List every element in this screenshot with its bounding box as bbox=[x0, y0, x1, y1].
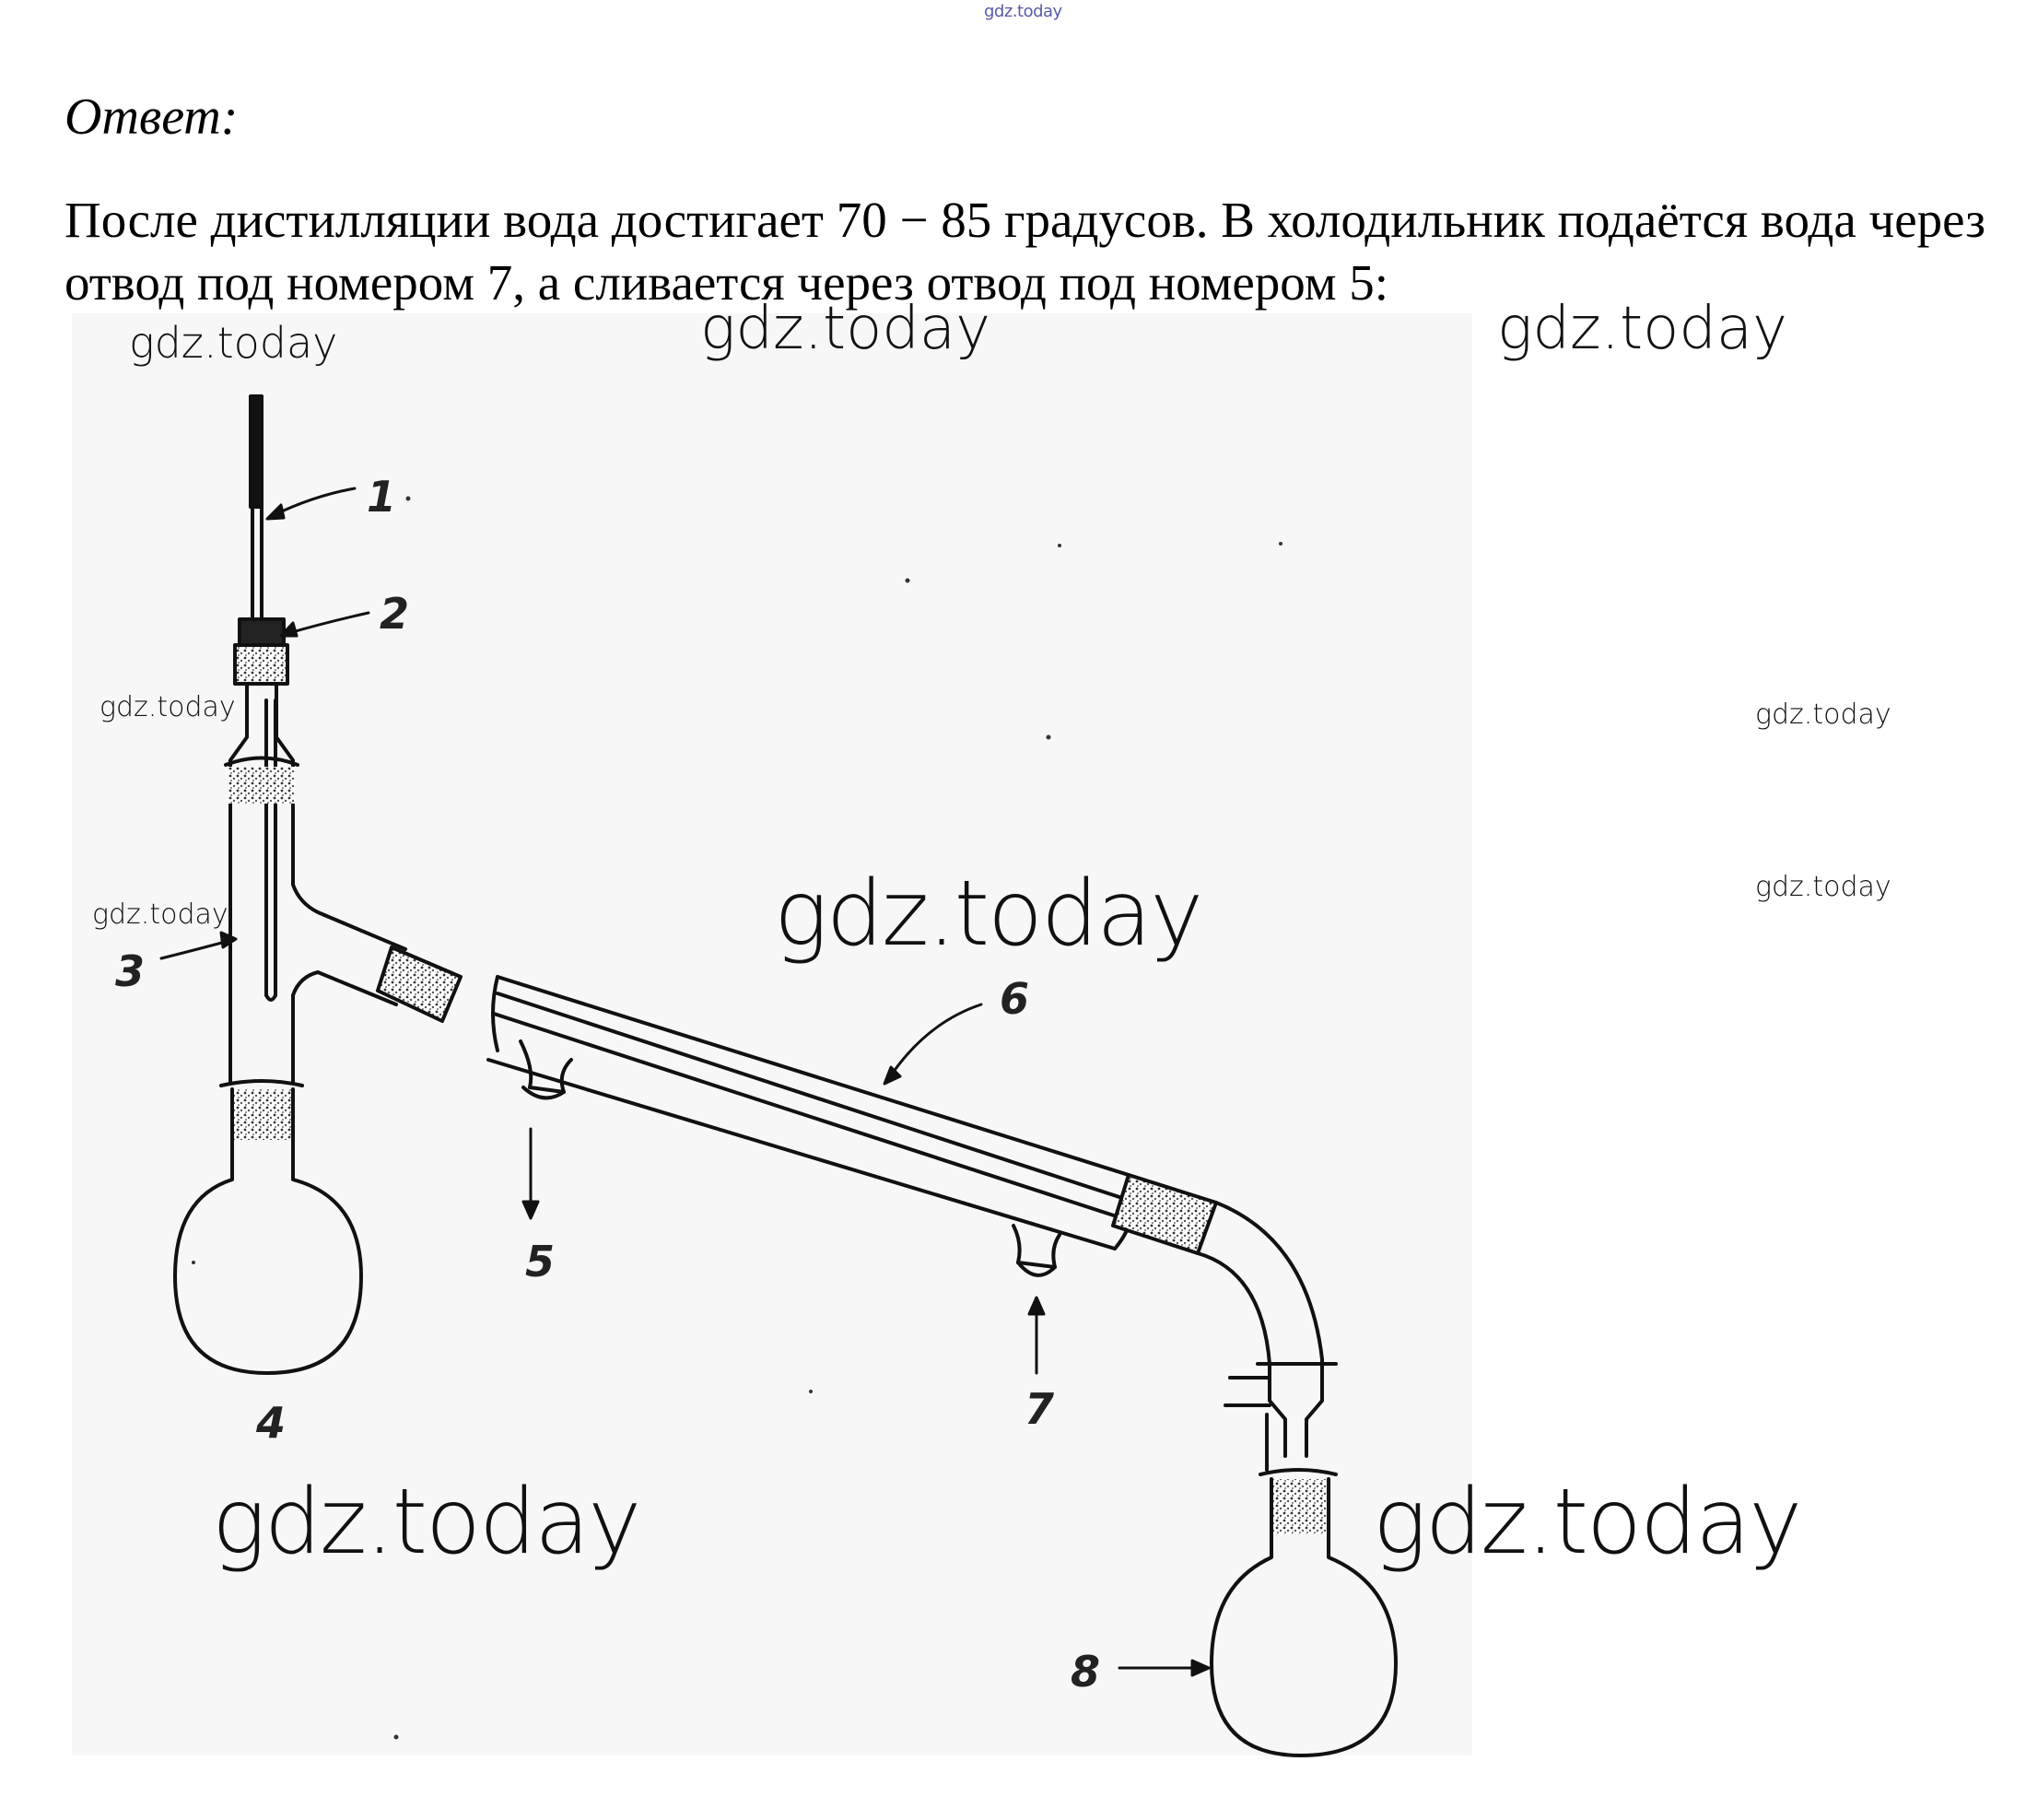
header-watermark: gdz.today bbox=[984, 2, 1062, 21]
receiving-flask bbox=[1212, 1470, 1396, 1755]
watermark-right-a: gdz.today bbox=[1755, 699, 1891, 731]
watermark-bottom-right: gdz.today bbox=[1373, 1470, 1801, 1575]
label-5: 5 bbox=[525, 1237, 556, 1286]
label-4: 4 bbox=[256, 1398, 287, 1448]
distilling-flask bbox=[175, 1081, 361, 1373]
label-7: 7 bbox=[1025, 1384, 1055, 1434]
label-1: 1 bbox=[367, 472, 397, 522]
watermark-left-b: gdz.today bbox=[92, 898, 228, 931]
watermark-left-a: gdz.today bbox=[100, 691, 236, 723]
label-6: 6 bbox=[1000, 974, 1030, 1024]
label-2: 2 bbox=[380, 589, 410, 639]
watermark-top-center: gdz.today bbox=[700, 295, 990, 363]
watermark-bottom-left: gdz.today bbox=[212, 1470, 640, 1575]
distillation-head bbox=[226, 684, 405, 1083]
inlet-7 bbox=[1013, 1226, 1060, 1275]
watermark-top-right: gdz.today bbox=[1497, 295, 1787, 363]
watermark-center: gdz.today bbox=[774, 862, 1202, 967]
stopper bbox=[235, 619, 287, 684]
answer-text: После дистилляции вода достигает 70 − 85 градусов. В холодильник подаётся вода через отвод под номером 7, а сливается через отвод под номером 5: bbox=[64, 192, 1985, 311]
adapter-bend bbox=[1113, 1175, 1336, 1470]
label-3: 3 bbox=[115, 946, 146, 996]
thermometer bbox=[251, 396, 275, 1000]
watermark-top-left: gdz.today bbox=[129, 318, 338, 368]
answer-title: Ответ: bbox=[64, 88, 239, 146]
outlet-5 bbox=[521, 1041, 571, 1098]
watermark-right-b: gdz.today bbox=[1755, 871, 1891, 903]
label-8: 8 bbox=[1071, 1647, 1101, 1697]
